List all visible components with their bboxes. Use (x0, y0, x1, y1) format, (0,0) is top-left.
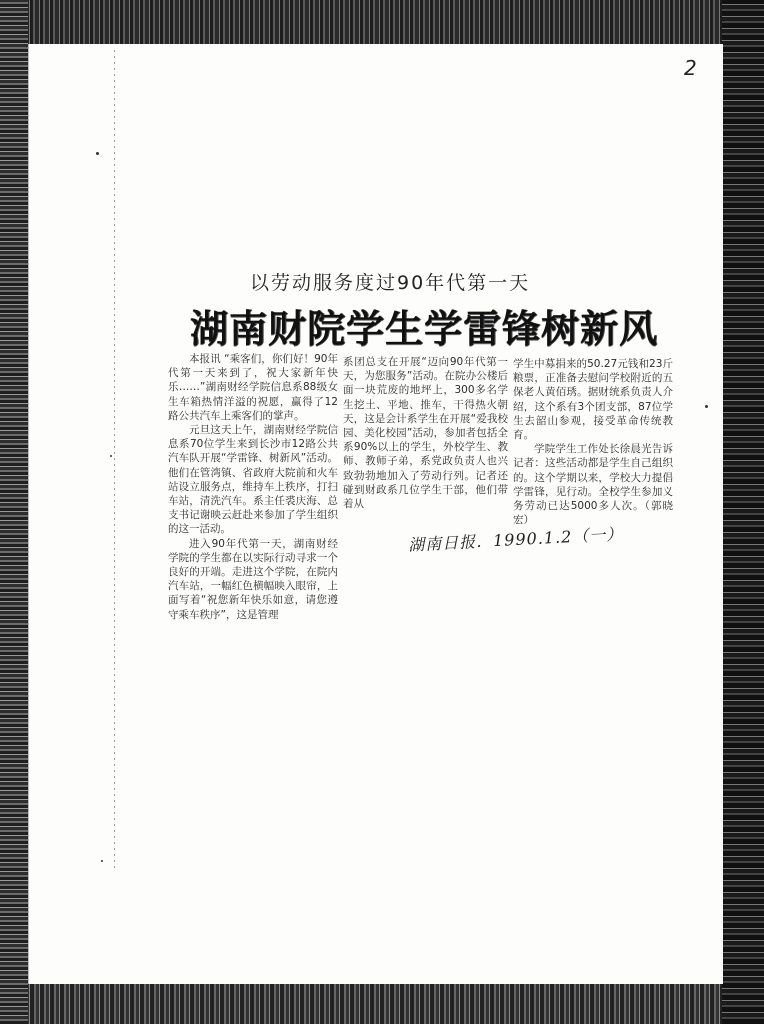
article-subtitle: 以劳动服务度过90年代第一天 (250, 272, 531, 294)
scan-edge-right (722, 0, 764, 1024)
page-number: 2 (684, 56, 697, 80)
handwritten-source-note: 湖南日报．1990.1.2（一） (407, 524, 624, 555)
paragraph: 元旦这天上午，湖南财经学院信息系70位学生来到长沙市12路公共汽车队开展“学雷锋、树新风”活动。他们在管湾镇、省政府大院前和火车站设立服务点，维持车上秩序，打扫车站，清洗汽车。系主任裘庆海、总支书记谢映云赶赴来参加了学生组织的这一活动。 (168, 424, 338, 536)
scan-edge-top (0, 0, 764, 48)
scan-speck (96, 152, 99, 155)
scan-speck (101, 860, 103, 862)
article-column-3 (513, 357, 673, 527)
paragraph: 学院学生工作处长徐晨光告诉记者：这些活动都是学生自己组织的。这个学期以来，学校大力提倡学雷锋，见行动。全校学生参加义务劳动已达5000多人次。（郭晓宏） (513, 443, 673, 527)
fold-line-vertical (114, 48, 115, 868)
article-headline: 湖南财院学生学雷锋树新风 (190, 307, 659, 351)
paragraph: 本报讯 “乘客们，你们好！90年代第一天来到了，祝大家新年快乐……”湖南财经学院信息系88级女生车箱热情洋溢的祝愿，赢得了12路公共汽车上乘客们的掌声。 (168, 353, 338, 422)
article-column-2 (343, 355, 508, 511)
scan-speck (705, 405, 708, 408)
scan-edge-bottom (0, 982, 764, 1024)
paragraph: 系团总支在开展“迈向90年代第一天，为您服务”活动。在院办公楼后面一块荒废的地坪上，300多名学生挖土、平地、推车，干得热火朝天，这是会计系学生在开展“爱我校园、美化校园”活动，参加者包括全系90%以上的学生，外校学生、教师、教师子弟，系党政负责人也兴致勃勃地加入了劳动行列。记者还碰到财政系几位学生干部，他们带着从 (343, 356, 508, 511)
article-column-1 (168, 352, 338, 622)
scan-edge-left (0, 0, 28, 1024)
paragraph: 进入90年代第一天，湖南财经学院的学生都在以实际行动寻求一个良好的开端。走进这个学院，在院内汽车站，一幅红色横幅映入眼帘，上面写着“祝您新年快乐如意，请您遵守乘车秩序”，这是管理 (168, 537, 338, 621)
scan-speck (110, 455, 112, 457)
paragraph: 学生中募捐来的50.27元钱和23斤粮票，正准备去慰问学校附近的五保老人黄佰琇。据财统系负责人介绍，这个系有3个团支部，87位学生去韶山参观，接受革命传统教育。 (513, 358, 673, 442)
